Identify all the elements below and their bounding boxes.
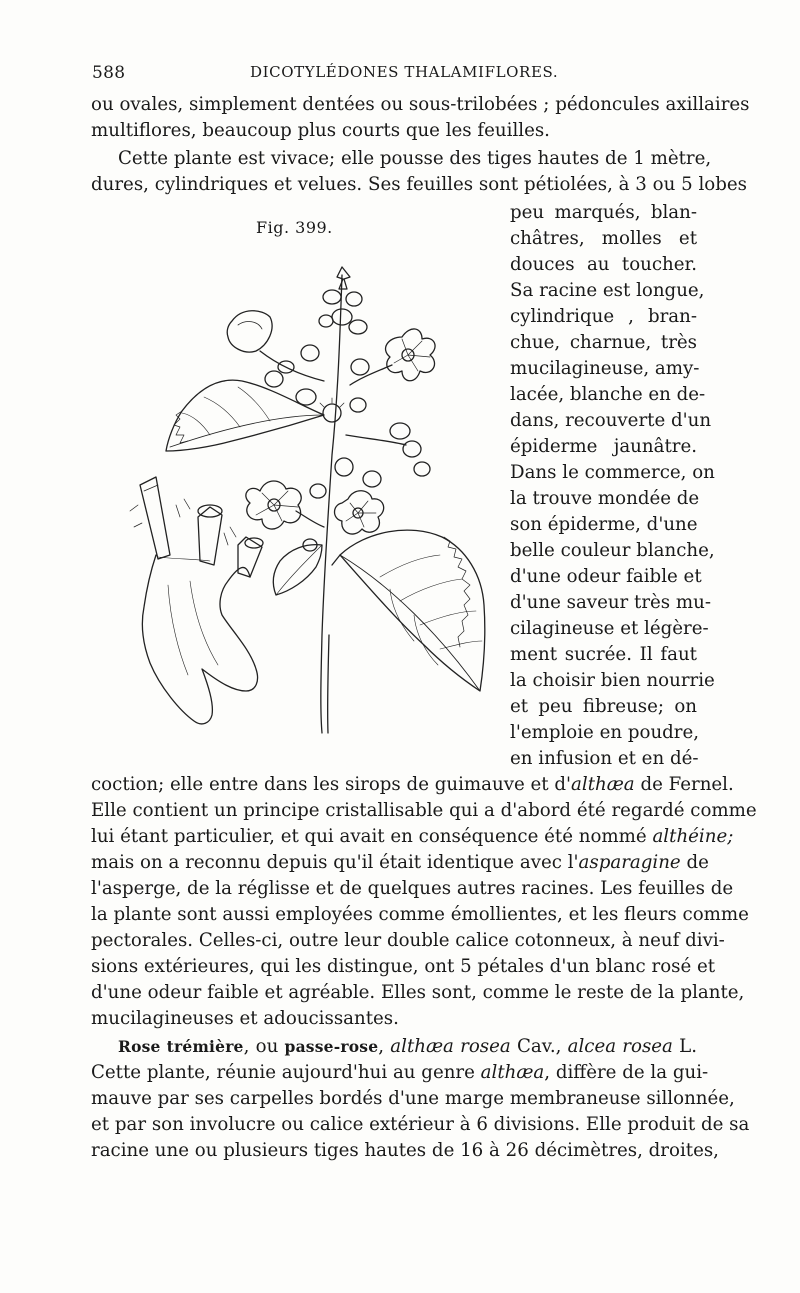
text-line [91,1034,697,1060]
page-number: 588 [92,63,126,83]
text-line: ment sucrée. Il faut [510,644,697,665]
text-line: la trouve mondée de [510,488,700,509]
text-line: chue, charnue, très [510,332,697,353]
text-line: lacée, blanche en de- [510,384,706,405]
text-line: cylindrique , bran- [510,306,697,327]
text-line: l'emploie en poudre, [510,722,700,743]
text-run: de [680,852,709,873]
text-line: d'une odeur faible et agréable. Elles sont, comme le reste de la plante, [91,982,745,1003]
text-line: la choisir bien nourrie [510,670,715,691]
text-line [91,850,709,876]
italic-term: althæa [571,774,635,795]
text-run: coction; elle entre dans les sirops de guimauve et d' [91,774,572,795]
plant-illustration [110,255,505,750]
text-run: , diffère de la gui- [544,1062,709,1083]
text-line [91,772,734,798]
italic-term: asparagine [578,852,681,873]
italic-term: althæa [480,1062,545,1083]
italic-term: althæa rosea [390,1036,511,1057]
text-line: l'asperge, de la réglisse et de quelques autres racines. Les feuilles de [91,878,734,899]
text-line: ou ovales, simplement dentées ou sous-trilobées ; pédoncules axillaires [91,94,750,115]
text-line: douces au toucher. [510,254,697,275]
text-line: Elle contient un principe cristallisable qui a d'abord été regardé comme [91,800,757,821]
text-line: sions extérieures, qui les distingue, ont 5 pétales d'un blanc rosé et [91,956,716,977]
text-run: lui étant particulier, et qui avait en conséquence été nommé [91,826,653,847]
text-line: Sa racine est longue, [510,280,705,301]
text-line: d'une odeur faible et [510,566,702,587]
text-line: épiderme jaunâtre. [510,436,697,457]
text-line: et peu fibreuse; on [510,696,697,717]
text-run: , [378,1036,391,1057]
text-line: mucilagineuse, amy- [510,358,700,379]
text-line: pectorales. Celles-ci, outre leur double calice cotonneux, à neuf divi- [91,930,725,951]
text-line [91,1060,709,1086]
flower-upper-right [350,329,435,385]
leaf-lower-left [273,545,322,595]
bold-term: Rose trémière [118,1037,244,1056]
text-line: dans, recouverte d'un [510,410,712,431]
flower-lower-right [335,491,384,534]
text-line: châtres, molles et [510,228,697,249]
text-run: L. [672,1036,697,1057]
text-line: la plante sont aussi employées comme émollientes, et les fleurs comme [91,904,749,925]
text-line: multiflores, beaucoup plus courts que les feuilles. [91,120,550,141]
page-header [92,63,697,89]
italic-term: althéine; [652,826,734,847]
text-run: Cette plante, réunie aujourd'hui au genre [91,1062,481,1083]
text-line: Cette plante est vivace; elle pousse des tiges hautes de 1 mètre, [118,148,712,169]
figure-label: Fig. 399. [256,218,333,237]
text-line [91,824,734,850]
text-line: belle couleur blanche, [510,540,715,561]
text-line: d'une saveur très mu- [510,592,712,613]
text-line: et par son involucre ou calice extérieur à 6 divisions. Elle produit de sa [91,1114,750,1135]
text-line: cilagineuse et légère- [510,618,709,639]
text-line: Dans le commerce, on [510,462,715,483]
text-line: racine une ou plusieurs tiges hautes de 16 à 26 décimètres, droites, [91,1140,719,1161]
text-run: Cav., [510,1036,568,1057]
text-run: , ou [243,1036,285,1057]
text-line: son épiderme, d'une [510,514,698,535]
text-run: de Fernel. [634,774,734,795]
root-illustration [130,477,263,724]
text-line: mauve par ses carpelles bordés d'une marge membraneuse sillonnée, [91,1088,735,1109]
flower-lower-left [246,481,324,529]
bold-term: passe-rose [284,1037,379,1056]
running-title: DICOTYLÉDONES THALAMIFLORES. [250,63,559,81]
text-line: peu marqués, blan- [510,202,697,223]
text-line: en infusion et en dé- [510,748,699,769]
leaf-right [332,530,485,691]
italic-term: alcea rosea [567,1036,673,1057]
text-run: mais on a reconnu depuis qu'il était identique avec l' [91,852,579,873]
text-line: mucilagineuses et adoucissantes. [91,1008,399,1029]
text-line: dures, cylindriques et velues. Ses feuilles sont pétiolées, à 3 ou 5 lobes [91,174,747,195]
